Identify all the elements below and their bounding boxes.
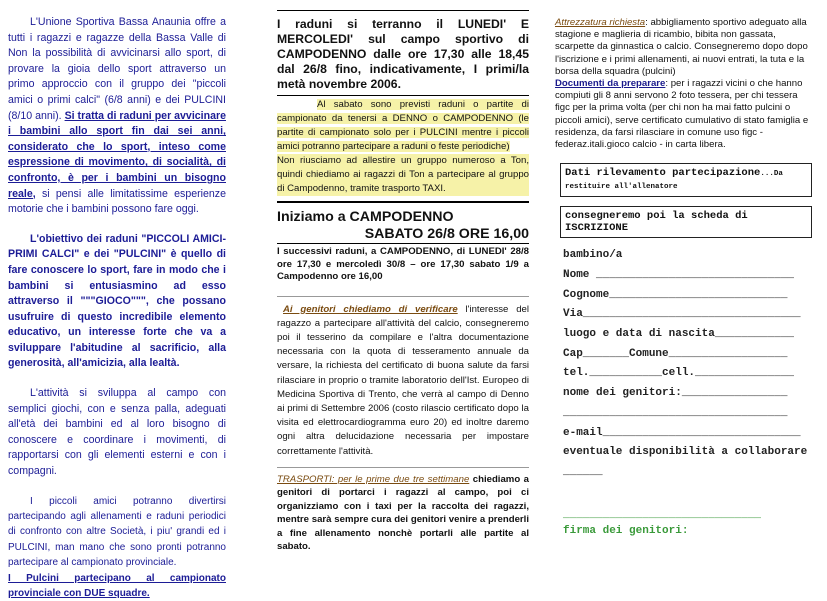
ton-paragraph: Non riusciamo ad allestire un gruppo numeroso a Ton, quindi chiediamo ai ragazzi di Ton a partecipare al gruppo di Campodenno, tramite trasporto TAXI. [277,155,529,194]
form-email-field[interactable]: e-mail______________________________ [563,426,801,439]
next-meetings-text: I successivi raduni, a CAMPODENNO, di LUNEDI' 28/8 ore 17,30 e mercoledì 30/8 – ore 17,30 sabato 1/9 a Campodenno ore 16,00 [277,246,529,282]
participation-note: ...Da restituire all'allenatore [565,170,783,192]
start-divider [277,201,529,203]
signature-label: firma dei genitori: [563,524,689,537]
equipment-paragraph [555,17,810,78]
start-heading: Iniziamo a CAMPODENNO [277,209,454,225]
saturday-paragraph [277,98,529,154]
activity-paragraph: L'attività si sviluppa al campo con semplici giochi, con e senza palla, adeguati all'età dei bambini ed al loro bisogno di conoscere e coordinare i movimenti, di rapportarsi con gli elementi esterni e con i compagni. [8,387,226,478]
equipment-text: : abbigliamento sportivo adeguato alla stagione e maglieria di ricambio, bibita non gassata, scarpette da ginnastica o calcio. Consegneremo dopo dopo l'iscrizione e i primi allenamenti, ai nuovi entrati, la tuta e la borsa della squadra (pulcini) [555,17,808,77]
top-divider [277,10,529,11]
form-street-field[interactable]: Via_________________________________ [563,308,801,321]
parents-text: l'interesse del ragazzo a partecipare all'attività del calcio, consegneremo poi il tesserino da compilare e l'altra documentazione necessaria con la quota di tesseramento annuale da versare, la richiesta del certificato di buona salute da farsi rilasciare in proprio o tramite laboratorio dell'Ist. Europeo di Medicina Sportiva di Trento, che verrà al campo di Denno ai primi di Settembre 2006 (costo rilascio certificato dopo la visita ed elettrocardiogramma euro 20) ed inoltre daremo ogni altra delucidazione necessaria per impostare correttamente l'attività. [277,303,530,457]
transport-paragraph [277,473,529,554]
parents-title: Ai genitori chiediamo di verificare [283,303,458,315]
transport-divider [277,467,529,468]
form-surname-field[interactable]: Cognome___________________________ [563,288,788,301]
equipment-title: Attrezzatura richiesta [555,17,646,28]
documents-paragraph [555,78,810,151]
form-phone-field[interactable]: tel.___________cell._______________ [563,367,795,380]
next-divider [277,243,529,244]
middle-column [277,10,529,554]
form-parents-extra-line[interactable]: __________________________________ [563,406,788,419]
form-cap-town-field[interactable]: Cap_______Comune__________________ [563,347,788,360]
form-collaborate-field[interactable]: eventuale disponibilità a collaborare ______ [563,446,808,478]
transport-text: chiediamo a genitori di portarci i ragazzi al campo, poi ci organizziamo con i taxi per la raccolta dei ragazzi, mentre sarà sempre cura dei genitori venire a prenderli a fine allenamento nonchè portarli alle partite al sabato. [277,473,529,553]
start-date: SABATO 26/8 ORE 16,00 [364,226,529,242]
parents-divider [277,296,529,297]
parents-paragraph [277,303,529,459]
small-friends-paragraph: I piccoli amici potranno divertirsi partecipando agli allenamenti e raduni periodici di confronto con altre Società, i piu' grandi ed i PULCINI, man mano che sono pronti potranno partecipare al campionato provinciale. [8,495,226,569]
registration-form [563,246,810,482]
objective-paragraph: L'obiettivo dei raduni "PICCOLI AMICI-PRIMI CALCI" e dei "PULCINI" è quello di fare conoscere lo sport, fare in modo che i bambini si entusiasmino ad esso attraverso il """GIOCO""", che possano usufruire di questo incredibile elemento educativo, un interesse forte che va a sviluppare l'abitudine al sacrificio, alla generosità, all'amicizia, alla lealtà. [8,232,226,370]
right-column [555,17,810,537]
left-column [8,15,226,601]
saturday-text: Al sabato sono previsti raduni o partite di campionato da tenersi a DENNO o CAMPODENNO (le partite di campionato solo per i PULCINI mentre i piccoli amici potranno partecipare a raduni o feste periodiche) [277,99,529,152]
form-parents-field[interactable]: nome dei genitori:________________ [563,387,788,400]
participation-box [560,163,812,197]
intro-paragraph [8,15,226,218]
registration-box: consegneremo poi la scheda di ISCRIZIONE [560,206,812,238]
form-child-label: bambino/a [563,249,623,262]
form-first-name-field[interactable]: Nome ______________________________ [563,268,795,281]
form-birth-field[interactable]: luogo e data di nascita____________ [563,328,795,341]
pulcini-championship-text: I Pulcini partecipano al campionato provinciale con DUE squadre. [8,572,226,599]
documents-title: Documenti da preparare [555,78,666,90]
documents-text: : per i ragazzi vicini o che hanno compiuti gli 8 anni servono 2 foto tessera, per chi tessera figc per la prima volta (per chi non ha mai fatto pulcini o piccoli amici), serve certificato cumulativo di stato famiglia e residenza, da farsi rilasciare in comune uso figc - federaz.itali.gioco calcio - in carta libera. [555,78,809,151]
intro-text: L'Unione Sportiva Bassa Anaunia offre a tutti i ragazzi e ragazze della Bassa Valle di Non la possibilità di avvicinarsi allo sport, di provare la gioia dello sport attraverso un primo approccio con il gruppo dei "piccoli amici o primi calci" (6/8 anni) e dei PULCINI (8/10 anni). [8,16,226,122]
schedule-divider [277,95,529,96]
intro-end-text: si pensi alle limitatissime esperienze motorie che i bambini possono fare oggi. [8,187,226,216]
schedule-heading: I raduni si terranno il LUNEDI' E MERCOLEDI' sul campo sportivo di CAMPODENNO dalle ore 17,30 alle 18,45 dal 26/8 fino, indicativamente, I primi/la metà novembre 2006. [277,17,529,91]
transport-title: TRASPORTI: per le prime due tre settimane [277,473,470,485]
intro-underlined-text: Si tratta di raduni per avvicinare i bambini allo sport fin dai sei anni, considerato che lo sport, inteso come espressione di movimento, di socialità, di confronto, è per i bambini un bisogno reale, [8,109,226,200]
participation-title: Dati rilevamento partecipazione [565,167,761,180]
signature-line[interactable]: ______________________________ [563,508,762,521]
